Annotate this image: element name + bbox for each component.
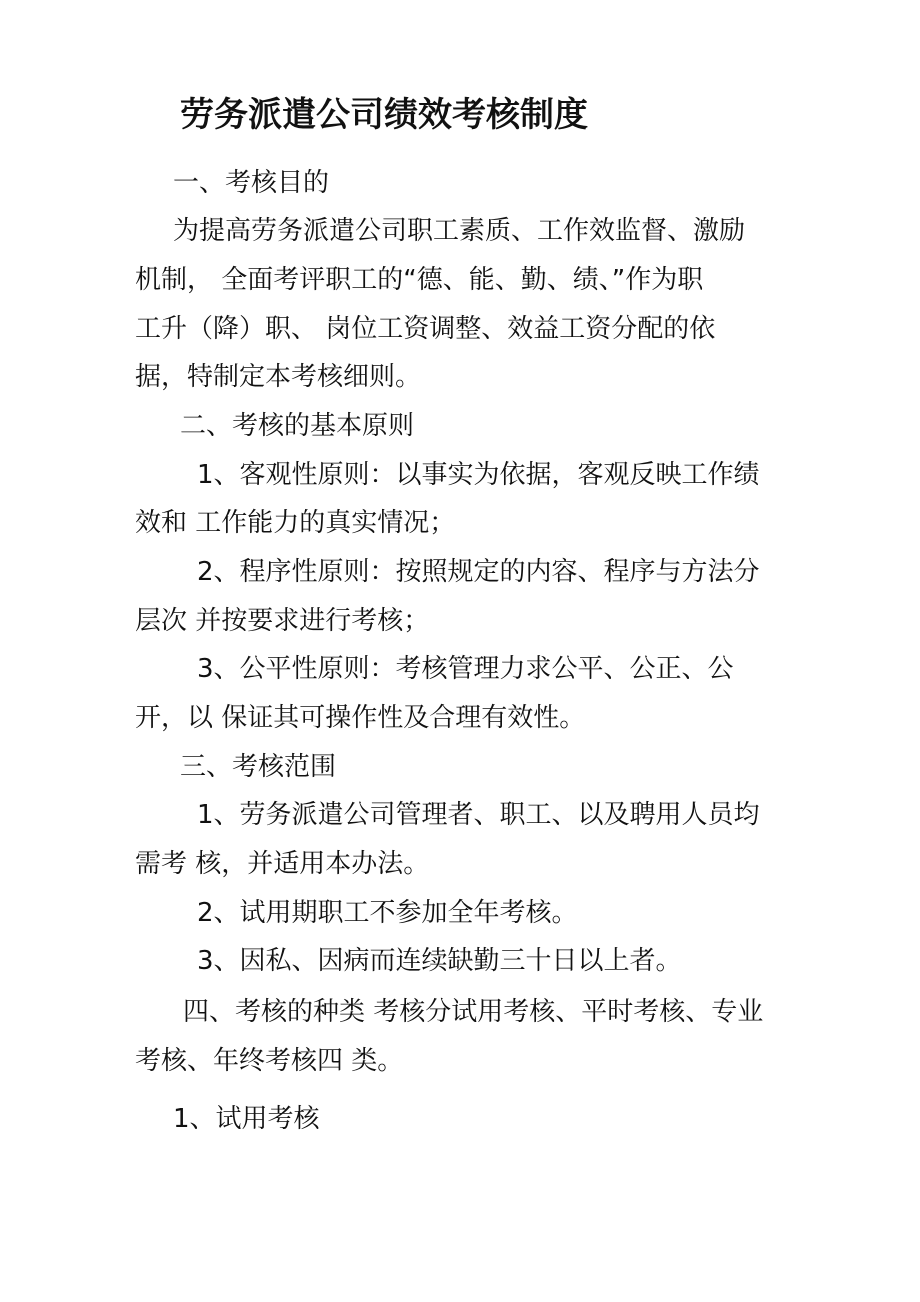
paragraph-line: 层次 并按要求进行考核； — [135, 606, 430, 636]
section-heading-principles: 二、考核的基本原则 — [180, 411, 415, 441]
list-item: 1、客观性原则：以事实为依据，客观反映工作绩 — [197, 460, 760, 490]
paragraph-line: 效和 工作能力的真实情况； — [135, 508, 456, 538]
paragraph-line: 需考 核，并适用本办法。 — [135, 849, 430, 879]
section-heading-purpose: 一、考核目的 — [173, 168, 330, 198]
list-item: 3、公平性原则：考核管理力求公平、公正、公 — [197, 654, 734, 684]
section-heading-types: 四、考核的种类 考核分试用考核、平时考核、专业 — [183, 997, 764, 1027]
list-item: 2、程序性原则：按照规定的内容、程序与方法分 — [197, 557, 760, 587]
section-heading-scope: 三、考核范围 — [180, 752, 337, 782]
list-item: 1、劳务派遣公司管理者、职工、以及聘用人员均 — [197, 800, 760, 830]
subsection-heading: 1、试用考核 — [173, 1104, 320, 1134]
document-title: 劳务派遣公司绩效考核制度 — [180, 95, 588, 135]
paragraph-line: 开，以 保证其可操作性及合理有效性。 — [135, 703, 586, 733]
paragraph-line: 工升（降）职、 岗位工资调整、效益工资分配的依 — [135, 314, 716, 344]
paragraph-line: 考核、年终考核四 类。 — [135, 1046, 404, 1076]
list-item: 3、因私、因病而连续缺勤三十日以上者。 — [197, 946, 682, 976]
list-item: 2、试用期职工不参加全年考核。 — [197, 898, 578, 928]
paragraph-line: 机制， 全面考评职工的“德、能、勤、绩、”作为职 — [135, 265, 704, 295]
paragraph-line: 据，特制定本考核细则。 — [135, 362, 422, 392]
paragraph-line: 为提高劳务派遣公司职工素质、工作效监督、激励 — [173, 216, 746, 246]
